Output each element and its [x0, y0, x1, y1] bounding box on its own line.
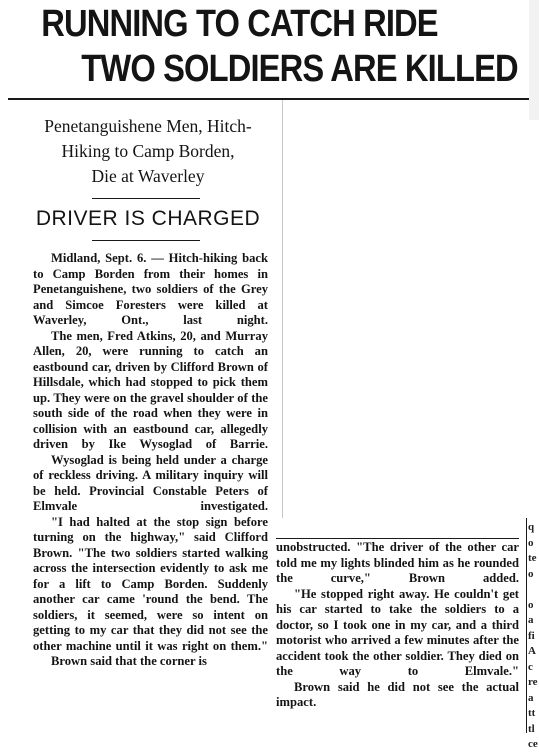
- deck-line-2: Hiking to Camp Borden,: [61, 141, 235, 161]
- edge-fragment: re: [528, 676, 538, 688]
- deck-rule: [92, 198, 200, 199]
- quote-paragraph: "He stopped right away. He couldn't get his car started to take the soldiers to a doctor, so I took one in my car, and a third motorist who arrived a few minutes after the accident took the other soldier. They died on the way to Elmvale.": [276, 586, 519, 678]
- deck-line-1: Penetanguishene Men, Hitch-: [44, 116, 252, 136]
- edge-fragment: te: [528, 552, 537, 564]
- continued-paragraph: unobstructed. "The driver of the other car told me my lights blinded him as he rounded the curve," Brown added.: [276, 540, 519, 585]
- edge-fragment: o: [528, 567, 534, 580]
- edge-divider: [526, 518, 527, 733]
- paragraph-3: Wysoglad is being held under a charge of reckless driving. A military inquiry will be held. Provincial Constable Peters of Elmvale investigated.: [33, 452, 268, 513]
- paragraph-4: "I had halted at the stop sign before turning on the highway," said Clifford Brown. "The two soldiers started walking across the intersection evidently to ask me for a lift to Camp Borden. Suddenly another car came 'round the bend. The soldiers, it seemed, were so intent on getting to my car that they did not see the other machine until it was right on them.": [33, 514, 268, 653]
- edge-fragment: q: [528, 521, 535, 533]
- column-divider: [282, 100, 283, 518]
- left-column-text: [33, 251, 268, 670]
- subhead-rule: [92, 240, 200, 241]
- edge-fragment: tl: [528, 722, 535, 735]
- cropped-neighbor-column: [528, 520, 539, 750]
- headline-line-2: TWO SOLDIERS ARE KILLED: [81, 48, 518, 90]
- edge-fragment: c: [528, 660, 533, 673]
- deck-line-3: Die at Waverley: [91, 166, 205, 186]
- edge-fragment: [528, 582, 539, 598]
- edge-fragment: o: [528, 536, 534, 549]
- edge-fragment: a: [528, 691, 534, 704]
- closing-paragraph: Brown said he did not see the actual impact.: [276, 679, 519, 709]
- edge-fragment: fi: [528, 629, 535, 642]
- headline-line-1: RUNNING TO CATCH RIDE: [41, 3, 438, 45]
- paragraph-5: Brown said that the corner is: [51, 654, 207, 668]
- paragraph-1: Midland, Sept. 6. — Hitch-hiking back to Camp Borden from their homes in Penetanguishene, two soldiers of the Grey and Simcoe Foresters were killed at Waverley, Ont., last night.: [33, 251, 268, 327]
- edge-fragment: o: [528, 598, 534, 611]
- edge-fragment: tt: [528, 707, 536, 719]
- right-column-text: [276, 538, 519, 711]
- edge-fragment: ce: [528, 738, 538, 750]
- top-rule: [8, 98, 529, 100]
- edge-fragment: a: [528, 614, 534, 626]
- paragraph-2: The men, Fred Atkins, 20, and Murray Allen, 20, were running to catch an eastbound car, driven by Clifford Brown of Hillsdale, which had stopped to pick them up. They were on the gravel shoulder of the south side of the road when they were in collision with an eastbound car, allegedly driven by Ike Wysoglad of Barrie.: [33, 328, 268, 451]
- subhead: DRIVER IS CHARGED: [35, 207, 261, 230]
- edge-fragment: A: [528, 645, 536, 657]
- edge-smudge: [529, 0, 539, 120]
